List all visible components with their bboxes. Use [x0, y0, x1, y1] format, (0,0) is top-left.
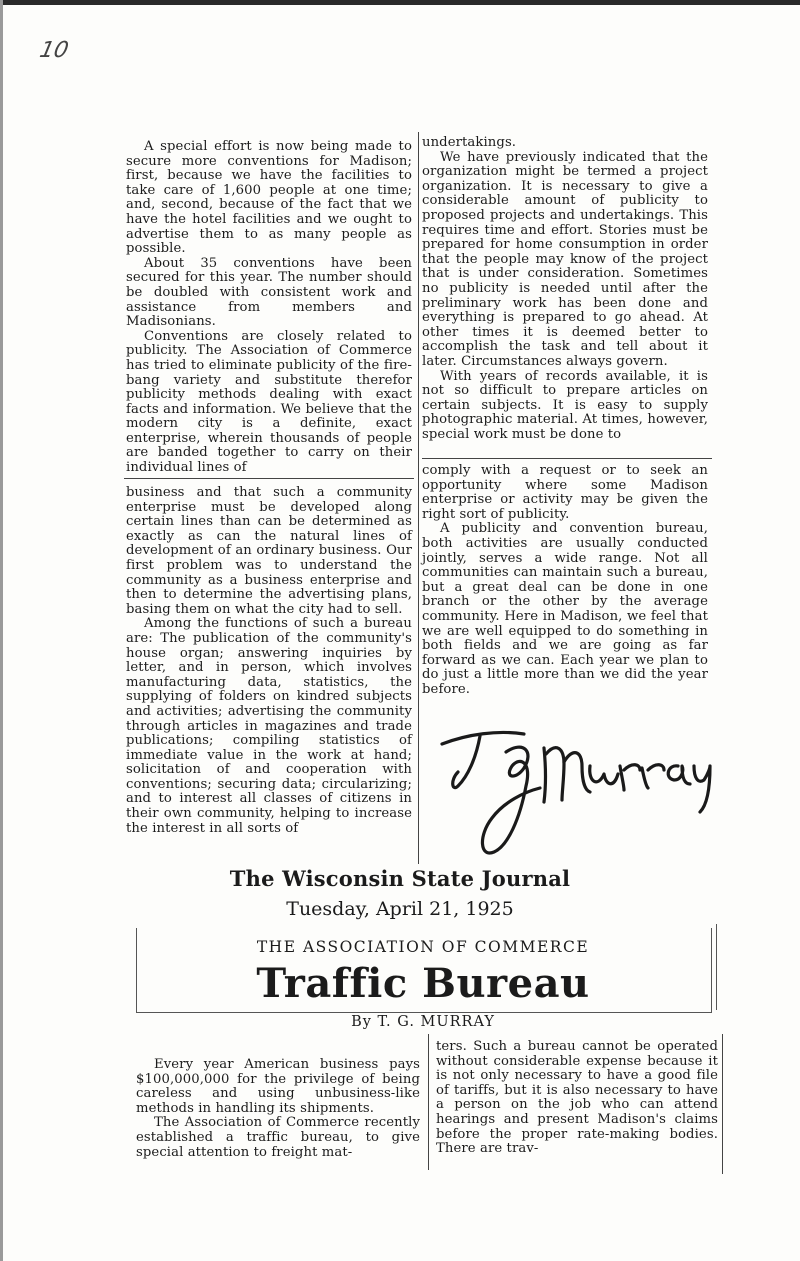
paragraph: We have previously indicated that the organization might be termed a project organization. It is necessary to give a considerable amount of publicity to proposed projects and undertakings. This requires time and effort. Stories must be prepared for home consumption in order that the people may know of the project that is under consideration. Sometimes no publicity is needed until after the preliminary work has been done and everything is prepared to go ahead. At other times it is deemed better to accomplish the task and tell about it later. Circumstances always govern. [422, 149, 708, 369]
article2-col2 [436, 1040, 718, 1157]
paragraph: With years of records available, it is not so difficult to prepare articles on certain subjects. It is easy to supply photographic material. At times, however, special work must be done to [422, 368, 708, 442]
headline-box-edge [716, 924, 717, 1010]
paragraph: Among the functions of such a bureau are: The publication of the community's house organ; answering inquiries by letter, and in person, which involves manufacturing data, statistics, the supplying of folders on kindred subjects and activities; advertising the community through articles in magazines and trade publications; compiling statistics of immediate value in the work at hand; solicitation of and cooperation with conventions; securing data; circularizing; and to interest all classes of citizens in their own community, helping to increase the interest in all sorts of [126, 616, 412, 836]
signature [428, 708, 718, 868]
paragraph: A publicity and convention bureau, both activities are usually conducted jointly, serves a wide range. Not all communities can maintain such a bureau, but a great deal can be done in one branch or the other by the average community. Here in Madison, we feel that we are well equipped to do something in both fields and we are going as far forward as we can. Each year we plan to do just a little more than we did the year before. [422, 521, 708, 697]
scan-left-border [0, 0, 3, 1261]
column-break-rule [422, 458, 712, 459]
paragraph: Conventions are closely related to publicity. The Association of Commerce has tried to eliminate publicity of the fire-bang variety and substitute therefor publicity methods dealing with exact facts and information. We believe that the modern city is a definite, exact enterprise, wherein thousands of people are banded together to carry on their individual lines of [126, 328, 412, 476]
article-byline: By T. G. MURRAY [351, 1014, 495, 1030]
page-number: 10 [37, 38, 71, 63]
article1-col1-lower [126, 486, 412, 836]
article1-col1-upper [126, 140, 412, 476]
paragraph: The Association of Commerce recently established a traffic bureau, to give special attention to freight mat- [136, 1115, 420, 1160]
paragraph: undertakings. [422, 135, 517, 150]
column-break-rule [124, 478, 414, 479]
paragraph: A special effort is now being made to secure more conventions for Madison; first, because we have the facilities to take care of 1,600 people at one time; and, second, because of the fact that we have the hotel facilities and we ought to advertise them to as many people as possible. [126, 139, 412, 257]
article1-col2-upper [422, 136, 708, 442]
newspaper-name: The Wisconsin State Journal [229, 866, 571, 891]
column-divider [428, 1034, 429, 1170]
publication-date: Tuesday, April 21, 1925 [286, 898, 514, 920]
paragraph: About 35 conventions have been secured for this year. The number should be doubled with consistent work and assistance from members and Madisonians. [126, 255, 412, 330]
article2-col1 [136, 1058, 420, 1160]
article-headline: Traffic Bureau [256, 960, 590, 1007]
scan-top-border [0, 0, 800, 5]
column-divider [722, 1034, 723, 1174]
paragraph: business and that such a community enterprise must be developed along certain lines than can be determined as exactly as can the natural lines of development of an ordinary business. Our first problem was to understand the community as a business enterprise and then to determine the advertising plans, basing them on what the city had to sell. [126, 485, 412, 617]
column-divider [418, 132, 419, 864]
paragraph: comply with a request or to seek an opportunity where some Madison enterprise or activity may be given the right sort of publicity. [422, 463, 708, 522]
paragraph: ters. Such a bureau cannot be operated without considerable expense because it is not only necessary to have a good file of tariffs, but it is also necessary to have a person on the job who can attend hearings and present Madison's claims before the proper rate-making bodies. There are trav- [436, 1039, 718, 1157]
paragraph: Every year American business pays $100,000,000 for the privilege of being careless and using unbusiness-like methods in handling its shipments. [136, 1057, 420, 1116]
article-kicker: THE ASSOCIATION OF COMMERCE [256, 938, 590, 956]
article1-col2-lower [422, 464, 708, 698]
